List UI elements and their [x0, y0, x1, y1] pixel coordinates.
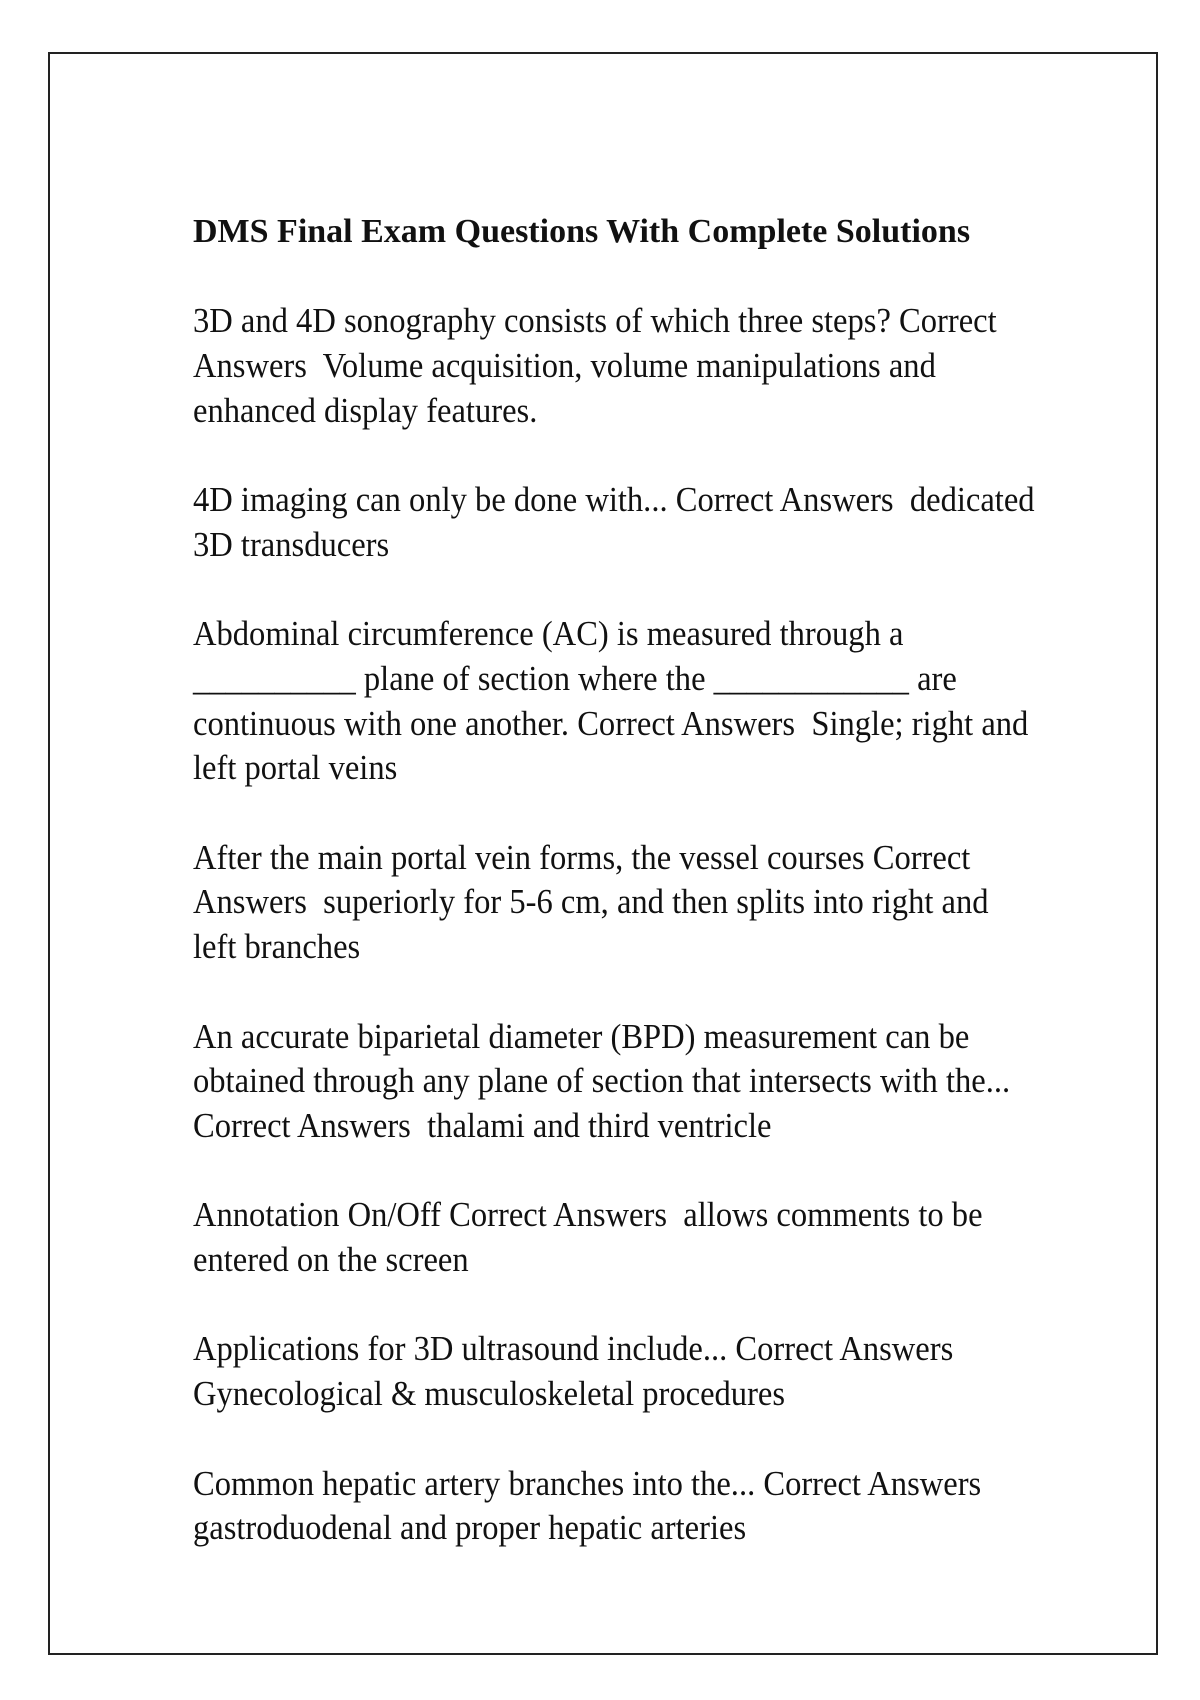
qa-item: Annotation On/Off Correct Answers allows comments to be entered on the screen — [193, 1195, 983, 1280]
document-title: DMS Final Exam Questions With Complete Solutions — [193, 213, 971, 250]
qa-item: 3D and 4D sonography consists of which three steps? Correct Answers Volume acquisition, volume manipulations and enhanced display features. — [193, 301, 997, 430]
qa-item: 4D imaging can only be done with... Correct Answers dedicated 3D transducers — [193, 480, 1035, 564]
qa-item: An accurate biparietal diameter (BPD) measurement can be obtained through any plane of section that intersects with the... Correct Answers thalami and third ventricle — [193, 1016, 1011, 1145]
qa-item: After the main portal vein forms, the vessel courses Correct Answers superiorly for 5-6 cm, and then splits into right and left branches — [193, 837, 989, 967]
qa-item: Common hepatic artery branches into the... Correct Answers gastroduodenal and proper hepatic arteries — [193, 1463, 982, 1548]
qa-item: Applications for 3D ultrasound include... Correct Answers Gynecological & musculoskeletal procedures — [193, 1329, 954, 1414]
qa-item: Abdominal circumference (AC) is measured through a __________ plane of section where the ____________ are continuous with one another. Correct Answers Single; right and left portal veins — [193, 614, 1029, 788]
document-page — [48, 52, 1158, 1655]
document-content — [193, 210, 1193, 1596]
